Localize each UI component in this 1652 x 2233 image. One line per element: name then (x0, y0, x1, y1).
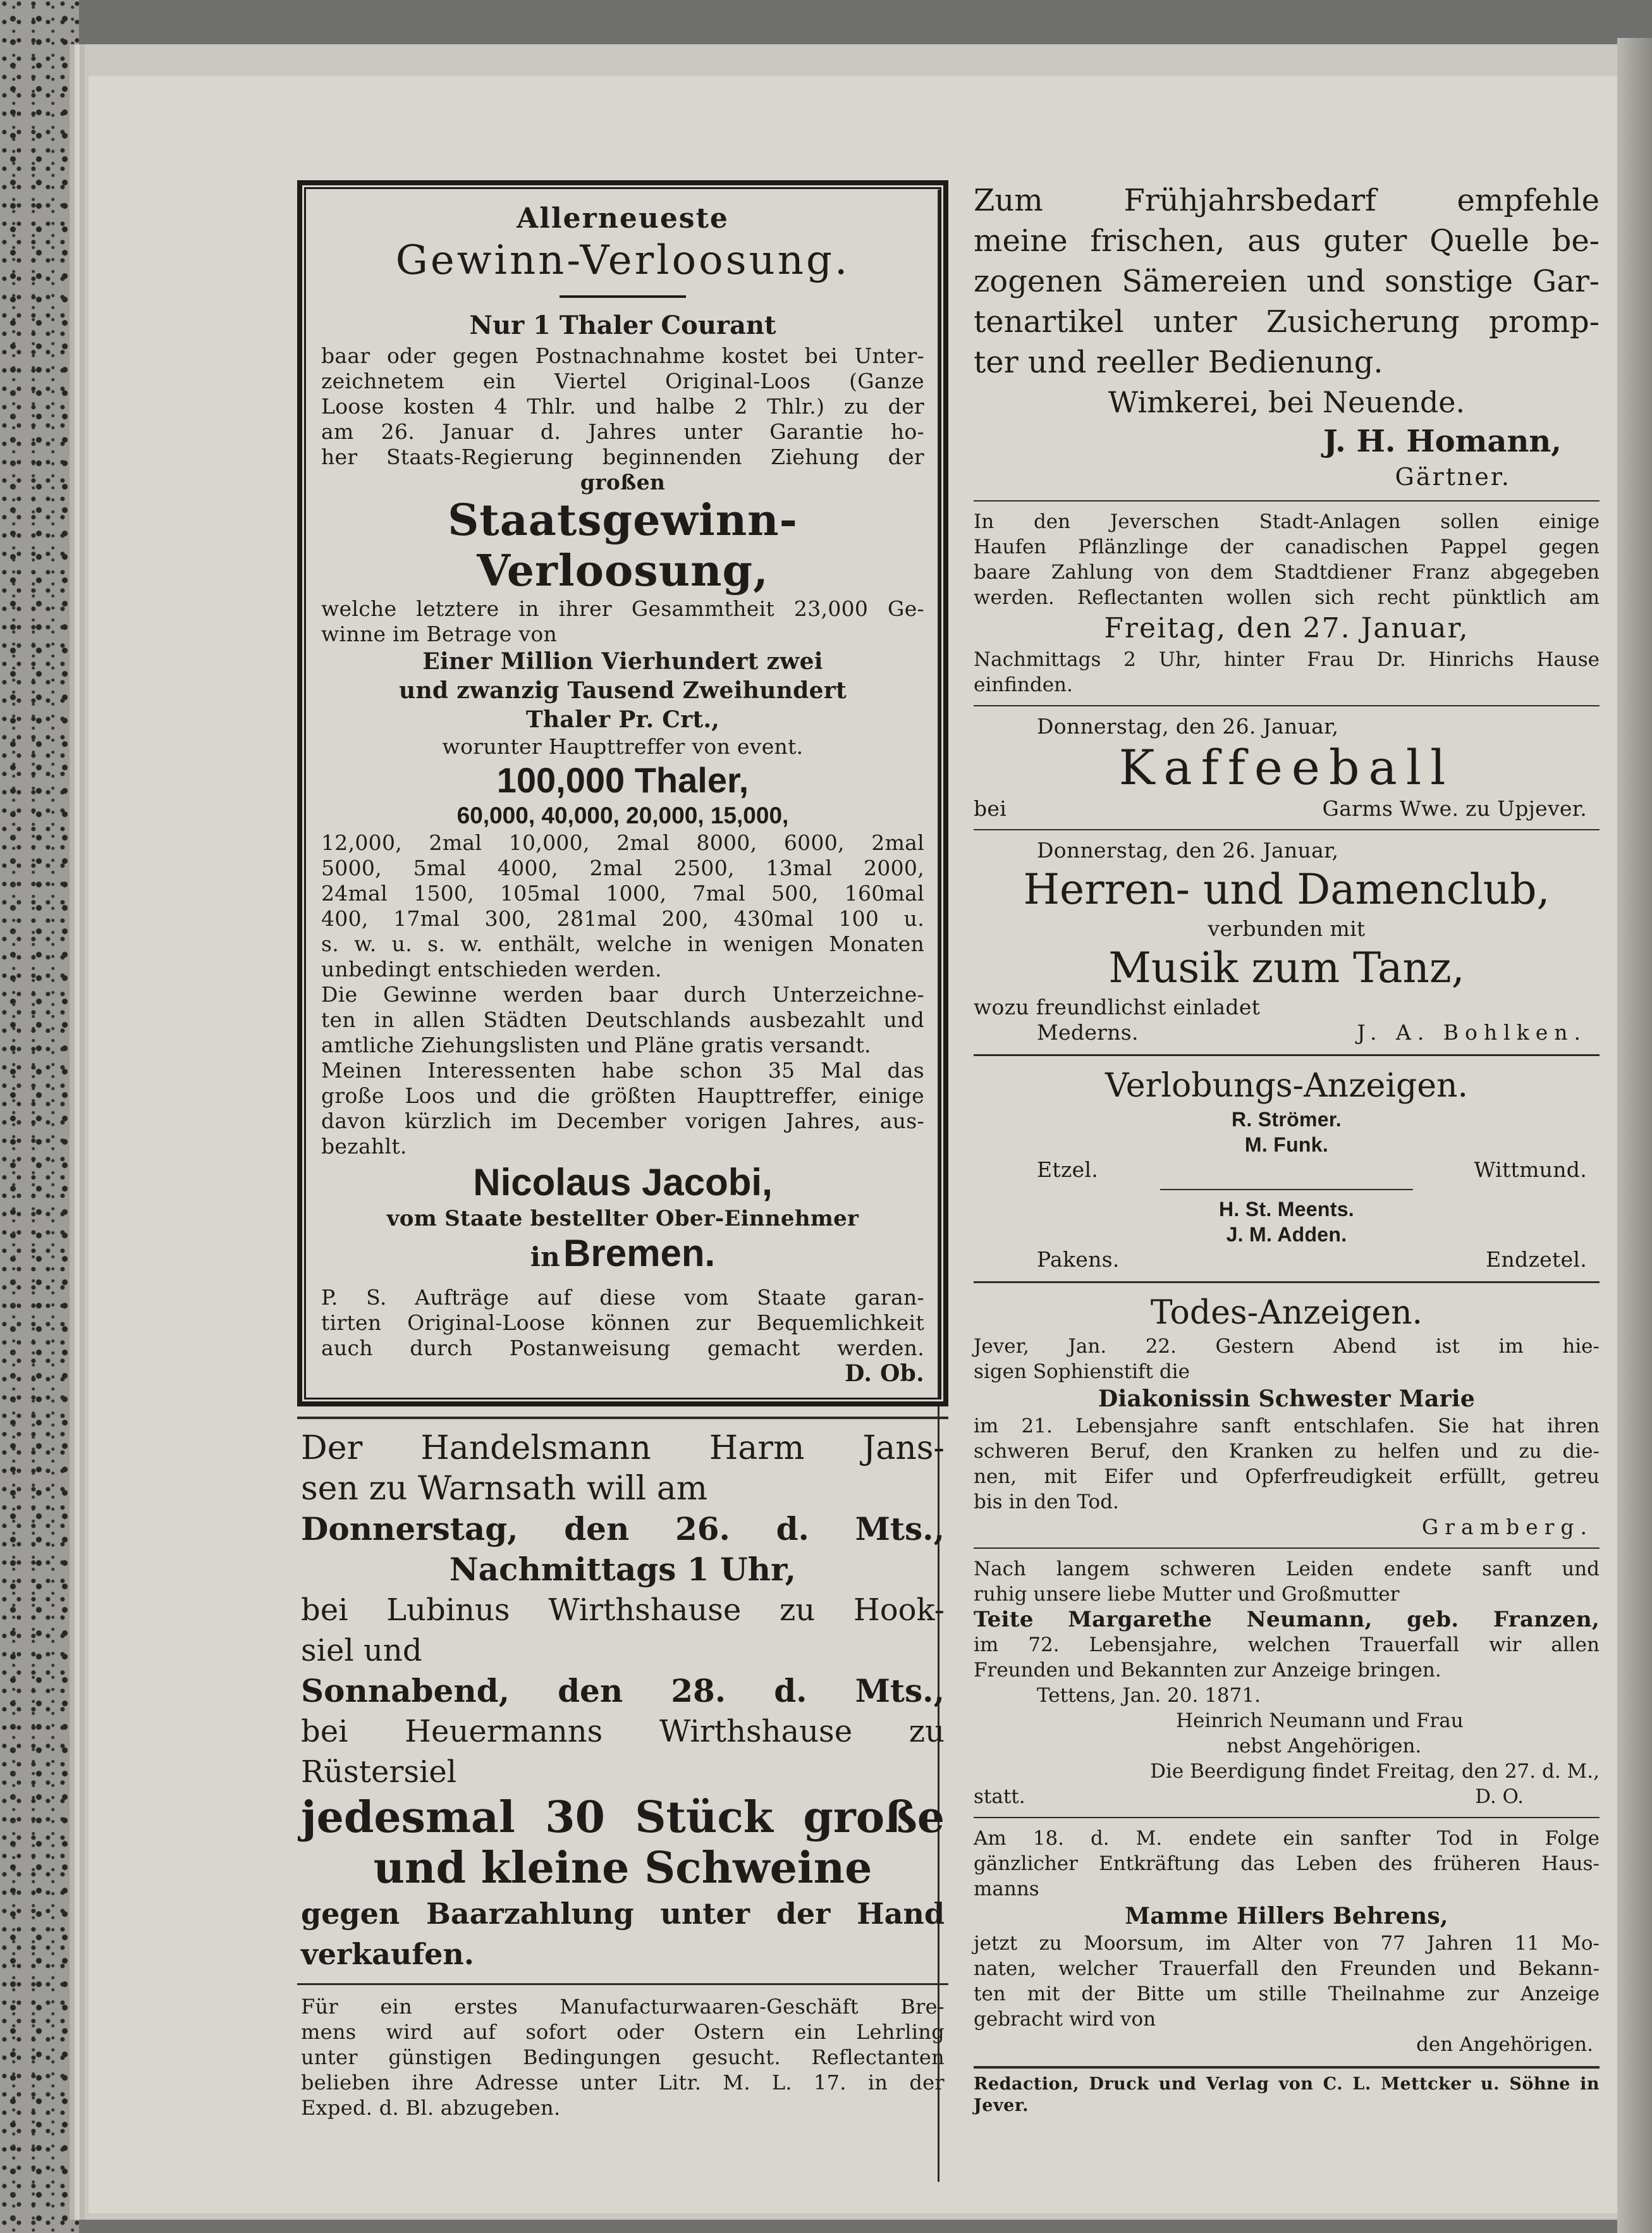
imprint-footer: Redaction, Druck und Verlag von C. L. Mettcker u. Söhne in Jever. (974, 2074, 1600, 2115)
lottery-paragraph-1: baar oder gegen Postnachnahme kostet bei Unter- zeichnetem ein Viertel Original-Loos (Ganze Loose kosten 4 Thlr. und halbe 2 Thlr.) zu der am 26. Januar d. Jahres unter Garantie ho- her Staats-Regierung beginnenden Ziehung der (321, 343, 924, 469)
lottery-in: in (530, 1241, 560, 1272)
divider (974, 829, 1600, 830)
lottery-city-line (321, 1231, 924, 1285)
club-verbunden: verbunden mit (1208, 916, 1366, 941)
kaffeeball-date: Donnerstag, den 26. Januar, (1037, 714, 1339, 739)
lottery-grosse: großen (580, 470, 666, 495)
lottery-title-2: Gewinn-Verloosung. (395, 237, 850, 284)
lottery-paragraph-4: Die Gewinne werden baar durch Unterzeichne- ten in allen Städten Deutschlands ausbezahlt und amtliche Ziehungslisten und Pläne gratis versandt. (321, 982, 924, 1057)
right-page-edge (1617, 38, 1652, 2233)
divider (1160, 1189, 1413, 1190)
lottery-agent-role: vom Staate bestellter Ober-Einnehmer (386, 1206, 859, 1231)
club-title: Herren- und Damenclub, (1023, 865, 1550, 914)
book-binding-edge (0, 0, 79, 2233)
lottery-signature: D. Ob. (845, 1360, 924, 1387)
divider (974, 2066, 1600, 2069)
club-date: Donnerstag, den 26. Januar, (1037, 838, 1339, 863)
poplar-notice: In den Jeverschen Stadt-Anlagen sollen einige Haufen Pflänzlinge der canadischen Pappel gegen baare Zahlung von dem Stadtdiener Franz abgegeben werden. Reflectanten wollen sich recht pünktlich am Freitag, den 27. Januar, Nachmittags 2 Uhr, hinter Frau Dr. Hinrichs Hause einfinden. (974, 510, 1600, 696)
lottery-100000: 100,000 Thaler, (496, 760, 749, 800)
club-notice (974, 838, 1600, 1045)
lottery-worunter: worunter Haupttreffer von event. (442, 734, 804, 759)
kaffeeball-notice (974, 714, 1600, 821)
poplar-date: Freitag, den 27. Januar, (1104, 612, 1469, 644)
divider (297, 1417, 948, 1419)
death-title: Todes-Anzeigen. (1150, 1294, 1423, 1332)
divider (974, 1054, 1600, 1056)
engagement-title: Verlobungs-Anzeigen. (1104, 1067, 1469, 1105)
lottery-paragraph-5: Meinen Interessenten habe schon 35 Mal das große Loos und die größten Haupttreffer, einige davon kürzlich im December vorigen Jahres, aus- bezahlt. (321, 1058, 924, 1159)
divider (974, 500, 1600, 501)
lottery-million: Einer Million Vierhundert zwei und zwanzig Tausend Zweihundert Thaler Pr. Crt., (398, 648, 847, 733)
death-notices: Todes-Anzeigen. Jever, Jan. 22. Gestern Abend ist im hie- sigen Sophienstift die Diakonissin Schwester Marie im 21. Lebensjahre sanft entschlafen. Sie hat ihren schweren Beruf, den Kranken zu helfen und zu die- nen, mit Eifer und Opferfreudigkeit erfüllt, getreu bis in den Tod. Gramberg. Nach langem schweren Leiden endete sanft und ruhig unsere liebe Mutter und Großmutter Teite Margarethe Neumann, geb. Franzen, im 72. Lebensjahre, welchen Trauerfall wir allen Freunden und Bekannten zur Anzeige bringen. Tettens, Jan. 20. 1871. Heinrich Neumann und Frau nebst Angehörigen. Die Beerdigung findet Freitag, den 27. d. M., statt. D. O. Am 18. d. M. endete ein sanfter Tod in Folge gänzlicher Entkräftung das Leben des früheren Haus- manns Mamme Hillers Behrens, jetzt zu Moorsum, im Alter von 77 Jahren 11 Mo- naten, welcher Trauerfall den Freunden und Bekann- ten mit der Bitte um stille Theilnahme zur Anzeige gebracht wird von den Angehörigen. (974, 1292, 1600, 2057)
apprentice-advertisement: Für ein erstes Manufacturwaaren-Geschäft Bre- mens wird auf sofort oder Ostern ein Lehrling unter günstigen Bedingungen gesucht. Reflectanten belieben ihre Adresse unter Litr. M. L. 17. in der Exped. d. Bl. abzugeben. (301, 1995, 945, 2120)
lottery-divider (560, 295, 686, 298)
lottery-advertisement (297, 180, 948, 1406)
seeds-name: J. H. Homann, (1323, 424, 1562, 459)
lottery-city: Bremen. (563, 1232, 716, 1274)
lottery-title-1: Allerneueste (517, 202, 729, 235)
lottery-paragraph-3: 12,000, 2mal 10,000, 2mal 8000, 6000, 2mal 5000, 5mal 4000, 2mal 2500, 13mal 2000, 24mal 1500, 105mal 1000, 7mal 500, 160mal 400, 17mal 300, 281mal 200, 430mal 100 u. s. w. u. s. w. enthält, welche in wenigen Monaten unbedingt entschieden werden. (321, 830, 924, 981)
kaffeeball-host-row: bei Garms Wwe. zu Upjever. (974, 796, 1587, 821)
lottery-price: Nur 1 Thaler Courant (469, 311, 776, 340)
club-host-row: Mederns. J. A. Bohlken. (1037, 1020, 1587, 1045)
lottery-postscript: P. S. Aufträge auf diese vom Staate garan- tirten Original-Loose können zur Bequemlichkeit auch durch Postanweisung gemacht werden. (321, 1285, 924, 1360)
lottery-staatsgewinn: Staatsgewinn-Verloosung, (448, 495, 798, 596)
pig-sale-advertisement: Der Handelsmann Harm Jans- sen zu Warnsath will am Donnerstag, den 26. d. Mts., Nachmittags 1 Uhr, bei Lubinus Wirthshause zu Hook- siel und Sonnabend, den 28. d. Mts., bei Heuermanns Wirthshause zu Rüstersiel jedesmal 30 Stück große und kleine Schweine gegen Baarzahlung unter der Hand verkaufen. (301, 1429, 945, 1971)
engagement-notices: Verlobungs-Anzeigen. R. Strömer. M. Funk. Etzel. Wittmund. H. St. Meents. J. M. Adden. Pakens. Endzetel. (974, 1065, 1600, 1272)
seeds-role: Gärtner. (1395, 463, 1511, 491)
seeds-place: Wimkerei, bei Neuende. (1108, 385, 1465, 419)
club-invite: wozu freundlichst einladet (974, 995, 1261, 1019)
club-musik: Musik zum Tanz, (1108, 944, 1465, 992)
lottery-agent-name: Nicolaus Jacobi, (473, 1161, 773, 1203)
divider (974, 705, 1600, 706)
divider (974, 1817, 1600, 1818)
right-column (974, 180, 1600, 2117)
divider (297, 1983, 948, 1985)
divider (974, 1281, 1600, 1283)
divider (974, 1547, 1600, 1549)
lottery-paragraph-2: welche letztere in ihrer Gesammtheit 23,000 Ge- winne im Betrage von (321, 596, 924, 646)
left-column (297, 180, 948, 2120)
lottery-amounts: 60,000, 40,000, 20,000, 15,000, (456, 803, 789, 828)
seeds-advertisement: Zum Frühjahrsbedarf empfehle meine frischen, aus guter Quelle be- zogenen Sämereien und sonstige Gar- tenartikel unter Zusicherung promp- ter und reeller Bedienung. Wimkerei, bei Neuende. J. H. Homann, Gärtner. (974, 180, 1600, 493)
kaffeeball-title: Kaffeeball (1118, 739, 1455, 796)
